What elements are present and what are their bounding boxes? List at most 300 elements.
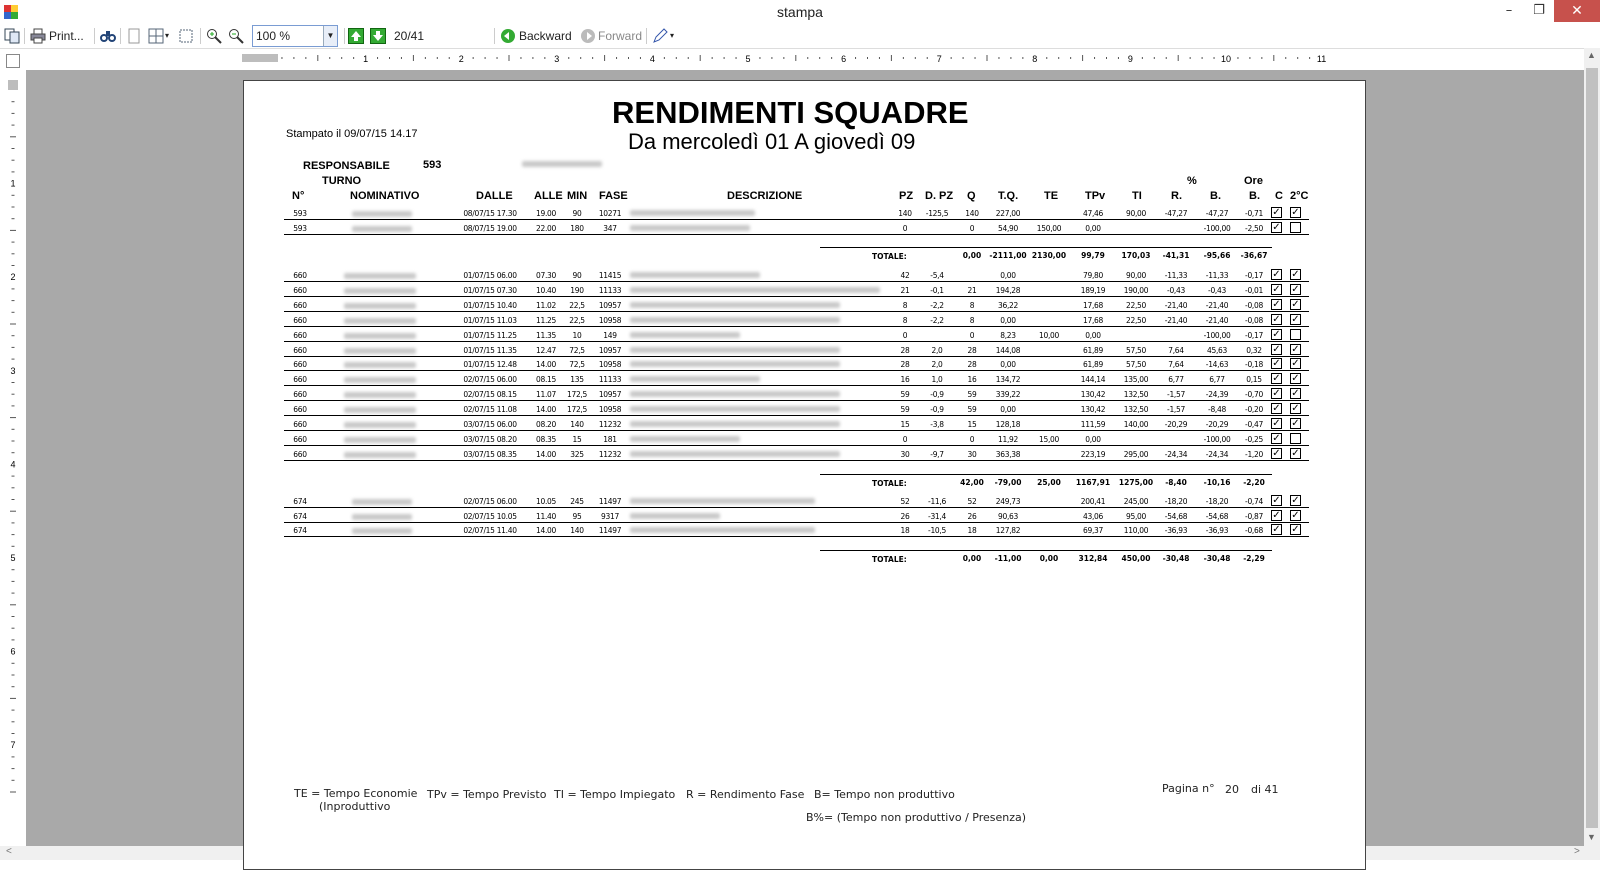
cell-tq: 0,00 — [1000, 360, 1016, 370]
header-ore-b: B. — [1249, 190, 1260, 202]
ruler-number: 1 — [10, 178, 16, 189]
close-button[interactable]: ✕ — [1554, 0, 1600, 22]
nominativo-blurred — [344, 392, 416, 398]
check-2c[interactable]: ✓ — [1291, 298, 1300, 310]
descrizione-blurred — [630, 391, 840, 397]
cell-q: 28 — [967, 345, 977, 355]
cell-q: 16 — [967, 375, 977, 385]
cell-ti: 90,00 — [1126, 209, 1146, 218]
cell-dpz: 1,0 — [931, 375, 943, 385]
cell-n: 660 — [293, 345, 307, 355]
check-c[interactable]: ✓ — [1272, 495, 1281, 506]
turno-label: TURNO — [322, 175, 362, 187]
header-tpv: TPv — [1085, 190, 1106, 202]
cell-tpv: 200,41 — [1080, 497, 1106, 506]
cell-pz: 28 — [900, 345, 910, 355]
row-divider — [284, 400, 1309, 401]
cell-q: 0 — [969, 330, 975, 340]
cell-fase: 10957 — [598, 300, 622, 310]
cell-q: 52 — [967, 497, 977, 506]
check-c[interactable]: ✓ — [1272, 403, 1281, 415]
cell-ob: -2,50 — [1245, 223, 1263, 233]
check-2c[interactable]: ✓ — [1291, 418, 1300, 429]
cell-fase: 11133 — [598, 285, 622, 295]
row-divider — [284, 536, 1309, 537]
cell-tq: 249,73 — [995, 497, 1021, 506]
total-r: -30,48 — [1162, 553, 1190, 563]
cell-r: -20,29 — [1164, 420, 1188, 429]
header-fase: FASE — [599, 190, 628, 202]
cell-ob: -0,01 — [1245, 285, 1263, 295]
cell-ob: -0,20 — [1245, 405, 1263, 415]
check-2c[interactable]: ✓ — [1291, 447, 1300, 459]
header-ti: TI — [1132, 190, 1142, 202]
header-te: TE — [1044, 190, 1059, 202]
cell-fase: 10271 — [598, 209, 622, 218]
nominativo-blurred — [352, 528, 412, 534]
find-icon[interactable] — [100, 28, 116, 44]
total-b: -10,16 — [1203, 477, 1231, 487]
multi-page-icon[interactable] — [148, 28, 164, 44]
single-page-icon[interactable] — [126, 28, 142, 44]
cell-min: 10 — [572, 330, 582, 340]
header-q: Q — [967, 190, 976, 202]
backward-icon[interactable] — [500, 28, 516, 44]
descrizione-blurred — [630, 332, 740, 338]
check-c[interactable]: ✓ — [1272, 313, 1281, 325]
forward-button[interactable]: Forward — [598, 29, 643, 43]
cell-alle: 12.47 — [536, 345, 556, 355]
total-ti: 1275,00 — [1118, 477, 1154, 487]
cell-b: -100,00 — [1203, 434, 1231, 444]
descrizione-blurred — [630, 361, 840, 367]
cell-n: 674 — [293, 526, 307, 535]
cell-b: -36,93 — [1205, 526, 1229, 535]
check-2c[interactable]: ✓ — [1291, 343, 1300, 355]
nominativo-blurred — [344, 348, 416, 354]
cell-dpz: -11,6 — [928, 497, 946, 506]
descrizione-blurred — [630, 302, 840, 308]
cell-pz: 8 — [902, 300, 908, 310]
check-2c[interactable]: ✓ — [1291, 207, 1300, 218]
cell-b: -18,20 — [1205, 497, 1229, 506]
cell-dalle: 01/07/15 11.25 — [463, 330, 517, 340]
cell-r: -54,68 — [1164, 511, 1188, 521]
cell-r: -21,40 — [1164, 315, 1188, 325]
cell-tq: 363,38 — [995, 449, 1021, 459]
cell-dalle: 03/07/15 06.00 — [463, 420, 517, 429]
minimize-button[interactable]: – — [1505, 3, 1513, 18]
scroll-left-icon[interactable]: < — [6, 846, 12, 857]
cell-tpv: 47,46 — [1083, 209, 1103, 218]
cell-dpz: -2,2 — [930, 315, 944, 325]
check-c[interactable]: ✓ — [1272, 269, 1281, 280]
legend-b-pct: B%= (Tempo non produttivo / Presenza) — [806, 811, 1027, 824]
row-divider — [284, 341, 1309, 342]
cell-alle: 22.00 — [536, 223, 556, 233]
cell-min: 90 — [572, 209, 582, 218]
cell-fase: 11497 — [598, 497, 622, 506]
row-divider — [284, 430, 1309, 431]
cell-ob: -0,87 — [1245, 511, 1263, 521]
cell-b: -24,34 — [1205, 449, 1229, 459]
check-c[interactable]: ✓ — [1272, 343, 1281, 355]
cell-ti: 57,50 — [1126, 345, 1146, 355]
legend-tpv: TPv = Tempo Previsto — [427, 788, 547, 801]
check-c[interactable]: ✓ — [1272, 509, 1281, 521]
header-pz: PZ — [899, 190, 914, 202]
cell-alle: 11.40 — [536, 511, 556, 521]
cell-ti: 132,50 — [1123, 390, 1149, 400]
cell-min: 22,5 — [569, 300, 585, 310]
row-divider — [284, 296, 1309, 297]
ruler-number: 2 — [10, 272, 16, 283]
nominativo-blurred — [352, 499, 412, 505]
cell-ti: 295,00 — [1123, 449, 1149, 459]
cell-tq: 0,00 — [1000, 271, 1016, 280]
cell-dalle: 03/07/15 08.20 — [463, 434, 517, 444]
cell-n: 660 — [293, 375, 307, 385]
check-c[interactable]: ✓ — [1272, 373, 1281, 385]
cell-n: 660 — [293, 300, 307, 310]
header-tq: T.Q. — [998, 190, 1019, 202]
chevron-down-icon[interactable]: ▾ — [165, 31, 170, 40]
cell-dpz: -0,9 — [930, 390, 944, 400]
cell-r: 7,64 — [1168, 360, 1184, 370]
copy-icon[interactable] — [4, 28, 20, 44]
descrizione-blurred — [630, 436, 740, 442]
header-ore: Ore — [1244, 175, 1263, 187]
cell-tpv: 61,89 — [1083, 360, 1103, 370]
page-total: di 41 — [1251, 783, 1279, 796]
print-button[interactable]: Print... — [49, 29, 84, 43]
cell-min: 135 — [570, 375, 584, 385]
cell-dalle: 02/07/15 11.40 — [463, 526, 517, 535]
cell-ob: 0,15 — [1246, 375, 1262, 385]
cell-q: 30 — [967, 449, 977, 459]
cell-n: 660 — [293, 315, 307, 325]
nominativo-blurred — [344, 318, 416, 324]
cell-n: 660 — [293, 330, 307, 340]
cell-n: 660 — [293, 449, 307, 459]
cell-n: 674 — [293, 497, 307, 506]
descrizione-blurred — [630, 421, 840, 427]
cell-q: 8 — [969, 315, 975, 325]
check-c[interactable]: ✓ — [1272, 298, 1281, 310]
cell-ti: 135,00 — [1123, 375, 1149, 385]
page-number-input[interactable]: 20/41 — [394, 29, 425, 43]
cell-ob: -0,71 — [1245, 209, 1263, 218]
cell-min: 140 — [570, 526, 584, 535]
zoom-dropdown-icon[interactable]: ▼ — [323, 26, 337, 46]
cell-q: 140 — [965, 209, 979, 218]
backward-button[interactable]: Backward — [519, 29, 572, 43]
cell-b: -21,40 — [1205, 300, 1229, 310]
scroll-down-icon[interactable]: ▼ — [1587, 832, 1596, 842]
totals-label: TOTALE: — [872, 554, 907, 564]
cell-alle: 08.15 — [536, 375, 556, 385]
forward-icon[interactable] — [580, 28, 596, 44]
cell-min: 245 — [570, 497, 584, 506]
next-page-icon[interactable] — [370, 28, 386, 44]
cell-r: -1,57 — [1167, 390, 1185, 400]
scroll-right-icon[interactable]: > — [1574, 846, 1580, 857]
zoom-out-icon[interactable] — [228, 28, 244, 44]
cell-alle: 11.25 — [536, 315, 556, 325]
cell-r: -36,93 — [1164, 526, 1188, 535]
header-2c: 2°C — [1290, 190, 1309, 202]
nominativo-blurred — [344, 377, 416, 383]
check-c[interactable]: ✓ — [1272, 207, 1281, 218]
check-c[interactable]: ✓ — [1272, 221, 1281, 233]
cell-dalle: 01/07/15 11.35 — [463, 345, 517, 355]
horizontal-ruler — [242, 52, 1366, 64]
header-r: R. — [1171, 190, 1182, 202]
cell-tpv: 144,14 — [1080, 375, 1106, 385]
ruler-corner-button[interactable] — [6, 54, 20, 68]
cell-min: 22,5 — [569, 315, 585, 325]
check-2c[interactable] — [1290, 433, 1301, 444]
nominativo-blurred — [344, 407, 416, 413]
cell-ti: 190,00 — [1123, 285, 1149, 295]
cell-dpz: 2,0 — [931, 360, 943, 370]
cell-r: -21,40 — [1164, 300, 1188, 310]
row-divider — [284, 356, 1309, 357]
legend-te-note: (Inproduttivo — [319, 800, 391, 813]
check-c[interactable]: ✓ — [1272, 418, 1281, 429]
cell-n: 660 — [293, 390, 307, 400]
check-c[interactable]: ✓ — [1272, 432, 1281, 444]
page-setup-icon[interactable] — [178, 28, 194, 44]
cell-pz: 15 — [900, 420, 910, 429]
cell-pz: 18 — [900, 526, 910, 535]
nominativo-blurred — [344, 273, 416, 279]
cell-ob: -0,74 — [1245, 497, 1263, 506]
total-ti: 450,00 — [1121, 553, 1151, 563]
cell-dalle: 08/07/15 19.00 — [463, 223, 517, 233]
cell-te: 10,00 — [1039, 330, 1059, 340]
check-2c[interactable]: ✓ — [1291, 283, 1300, 295]
cell-pz: 8 — [902, 315, 908, 325]
check-2c[interactable]: ✓ — [1291, 269, 1300, 280]
header-c: C — [1275, 190, 1283, 202]
cell-dalle: 02/07/15 08.15 — [463, 390, 517, 400]
cell-te: 15,00 — [1039, 434, 1059, 444]
cell-n: 660 — [293, 405, 307, 415]
cell-ob: -0,17 — [1245, 330, 1263, 340]
total-tpv: 312,84 — [1078, 553, 1108, 563]
zoom-in-icon[interactable] — [206, 28, 222, 44]
cell-ob: -0,08 — [1245, 315, 1263, 325]
cell-n: 660 — [293, 285, 307, 295]
cell-alle: 11.35 — [536, 330, 556, 340]
legend-ti: TI = Tempo Impiegato — [554, 788, 676, 801]
check-2c[interactable]: ✓ — [1291, 388, 1300, 400]
check-c[interactable]: ✓ — [1272, 328, 1281, 340]
nominativo-blurred — [352, 514, 412, 520]
cell-fase: 181 — [603, 434, 617, 444]
header-nominativo: NOMINATIVO — [350, 190, 420, 202]
cell-fase: 11133 — [598, 375, 622, 385]
cell-tq: 227,00 — [995, 209, 1021, 218]
cell-dalle: 02/07/15 11.08 — [463, 405, 517, 415]
descrizione-blurred — [630, 272, 760, 278]
cell-r: 6,77 — [1168, 375, 1184, 385]
cell-tq: 194,28 — [995, 285, 1021, 295]
cell-tq: 127,82 — [995, 526, 1021, 535]
check-2c[interactable]: ✓ — [1291, 524, 1300, 535]
cell-ti: 22,50 — [1126, 300, 1146, 310]
cell-min: 140 — [570, 420, 584, 429]
cell-dpz: -5,4 — [930, 271, 944, 280]
cell-r: -11,33 — [1164, 271, 1188, 280]
check-c[interactable]: ✓ — [1272, 358, 1281, 370]
total-tq: -79,00 — [994, 477, 1022, 487]
row-divider — [284, 234, 1309, 235]
vertical-scrollbar[interactable] — [1584, 48, 1600, 846]
window-title: stampa — [777, 4, 823, 20]
total-r: -41,31 — [1162, 251, 1190, 260]
cell-ti: 95,00 — [1126, 511, 1146, 521]
cell-n: 660 — [293, 360, 307, 370]
edit-dropdown-icon[interactable]: ▾ — [670, 31, 675, 40]
cell-pz: 59 — [900, 405, 910, 415]
check-c[interactable]: ✓ — [1272, 283, 1281, 295]
check-2c[interactable]: ✓ — [1291, 403, 1300, 415]
cell-tpv: 0,00 — [1085, 434, 1101, 444]
cell-r: -0,43 — [1167, 285, 1185, 295]
totals-divider — [820, 550, 1272, 551]
ruler-number: 8 — [1032, 54, 1038, 64]
cell-dalle: 01/07/15 11.03 — [463, 315, 517, 325]
responsabile-name-blurred — [522, 161, 602, 167]
nominativo-blurred — [344, 333, 416, 339]
cell-dalle: 03/07/15 08.35 — [463, 449, 517, 459]
cell-n: 660 — [293, 434, 307, 444]
cell-min: 325 — [570, 449, 584, 459]
cell-alle: 07.30 — [536, 271, 556, 280]
cell-min: 90 — [572, 271, 582, 280]
cell-tq: 90,63 — [998, 511, 1018, 521]
totals-divider — [820, 474, 1272, 475]
row-divider — [284, 415, 1309, 416]
cell-b: 45,63 — [1207, 345, 1227, 355]
cell-ob: -0,08 — [1245, 300, 1263, 310]
cell-n: 674 — [293, 511, 307, 521]
header-dpz: D. PZ — [925, 190, 954, 202]
check-c[interactable]: ✓ — [1272, 524, 1281, 535]
check-c[interactable]: ✓ — [1272, 388, 1281, 400]
cell-q: 59 — [967, 390, 977, 400]
legend-r: R = Rendimento Fase — [686, 788, 805, 801]
nominativo-blurred — [352, 226, 412, 232]
row-divider — [284, 507, 1309, 508]
cell-fase: 10958 — [598, 360, 622, 370]
total-ob: -2,29 — [1243, 553, 1265, 563]
header-pct: % — [1187, 175, 1197, 187]
cell-b: -24,39 — [1205, 390, 1229, 400]
cell-fase: 11415 — [598, 271, 622, 280]
cell-fase: 10957 — [598, 345, 622, 355]
row-divider — [284, 460, 1309, 461]
check-2c[interactable]: ✓ — [1291, 373, 1300, 385]
cell-dalle: 01/07/15 10.40 — [463, 300, 517, 310]
cell-dalle: 02/07/15 06.00 — [463, 497, 517, 506]
total-q: 42,00 — [960, 477, 984, 487]
cell-dpz: -2,2 — [930, 300, 944, 310]
check-c[interactable]: ✓ — [1272, 447, 1281, 459]
restore-button[interactable]: ❐ — [1533, 3, 1545, 18]
cell-pz: 140 — [898, 209, 912, 218]
cell-q: 28 — [967, 360, 977, 370]
check-2c[interactable]: ✓ — [1291, 358, 1300, 370]
legend-te: TE = Tempo Economie — [294, 787, 418, 800]
descrizione-blurred — [630, 513, 720, 519]
row-divider — [284, 370, 1309, 371]
cell-dpz: -125,5 — [925, 209, 949, 218]
descrizione-blurred — [630, 225, 750, 231]
cell-n: 660 — [293, 271, 307, 280]
edit-icon[interactable] — [652, 28, 668, 44]
cell-ob: -0,25 — [1245, 434, 1263, 444]
cell-q: 8 — [969, 300, 975, 310]
header-dalle: DALLE — [476, 190, 513, 202]
ruler-number: 6 — [10, 646, 16, 657]
ruler-number: 5 — [10, 553, 16, 563]
cell-alle: 11.07 — [536, 390, 556, 400]
ruler-number: 7 — [10, 740, 16, 751]
total-tq: -11,00 — [994, 553, 1022, 563]
header-descrizione: DESCRIZIONE — [727, 190, 803, 202]
cell-tpv: 223,19 — [1080, 449, 1106, 459]
scroll-up-icon[interactable]: ▲ — [1587, 50, 1596, 60]
ruler-number: 10 — [1220, 54, 1232, 64]
totals-divider — [820, 247, 1272, 248]
ruler-number: 1 — [363, 54, 369, 64]
check-2c[interactable]: ✓ — [1291, 509, 1300, 521]
check-2c[interactable]: ✓ — [1291, 313, 1300, 325]
vertical-scroll-thumb[interactable] — [1586, 68, 1598, 828]
cell-ob: -0,47 — [1245, 420, 1263, 429]
cell-ob: -0,70 — [1245, 390, 1263, 400]
cell-dpz: -0,1 — [930, 285, 944, 295]
cell-tpv: 69,37 — [1083, 526, 1103, 535]
cell-te: 150,00 — [1036, 223, 1062, 233]
descrizione-blurred — [630, 210, 755, 216]
check-2c[interactable] — [1290, 222, 1301, 233]
total-tpv: 99,79 — [1081, 251, 1105, 260]
check-2c[interactable]: ✓ — [1291, 495, 1300, 506]
cell-tq: 11,92 — [998, 434, 1018, 444]
cell-alle: 14.00 — [536, 449, 556, 459]
cell-n: 593 — [293, 223, 307, 233]
cell-dpz: -10,5 — [928, 526, 946, 535]
nominativo-blurred — [344, 422, 416, 428]
printer-icon[interactable] — [30, 28, 46, 44]
cell-alle: 14.00 — [536, 405, 556, 415]
zoom-select[interactable] — [252, 25, 338, 47]
total-ti: 170,03 — [1121, 251, 1151, 260]
cell-min: 72,5 — [569, 360, 585, 370]
cell-alle: 08.35 — [536, 434, 556, 444]
previous-page-icon[interactable] — [348, 28, 364, 44]
cell-b: -11,33 — [1205, 271, 1229, 280]
cell-alle: 14.00 — [536, 360, 556, 370]
report-subtitle: Da mercoledì 01 A giovedì 09 — [628, 129, 916, 154]
cell-b: -0,43 — [1208, 285, 1226, 295]
cell-tpv: 189,19 — [1080, 285, 1106, 295]
check-2c[interactable] — [1290, 329, 1301, 340]
